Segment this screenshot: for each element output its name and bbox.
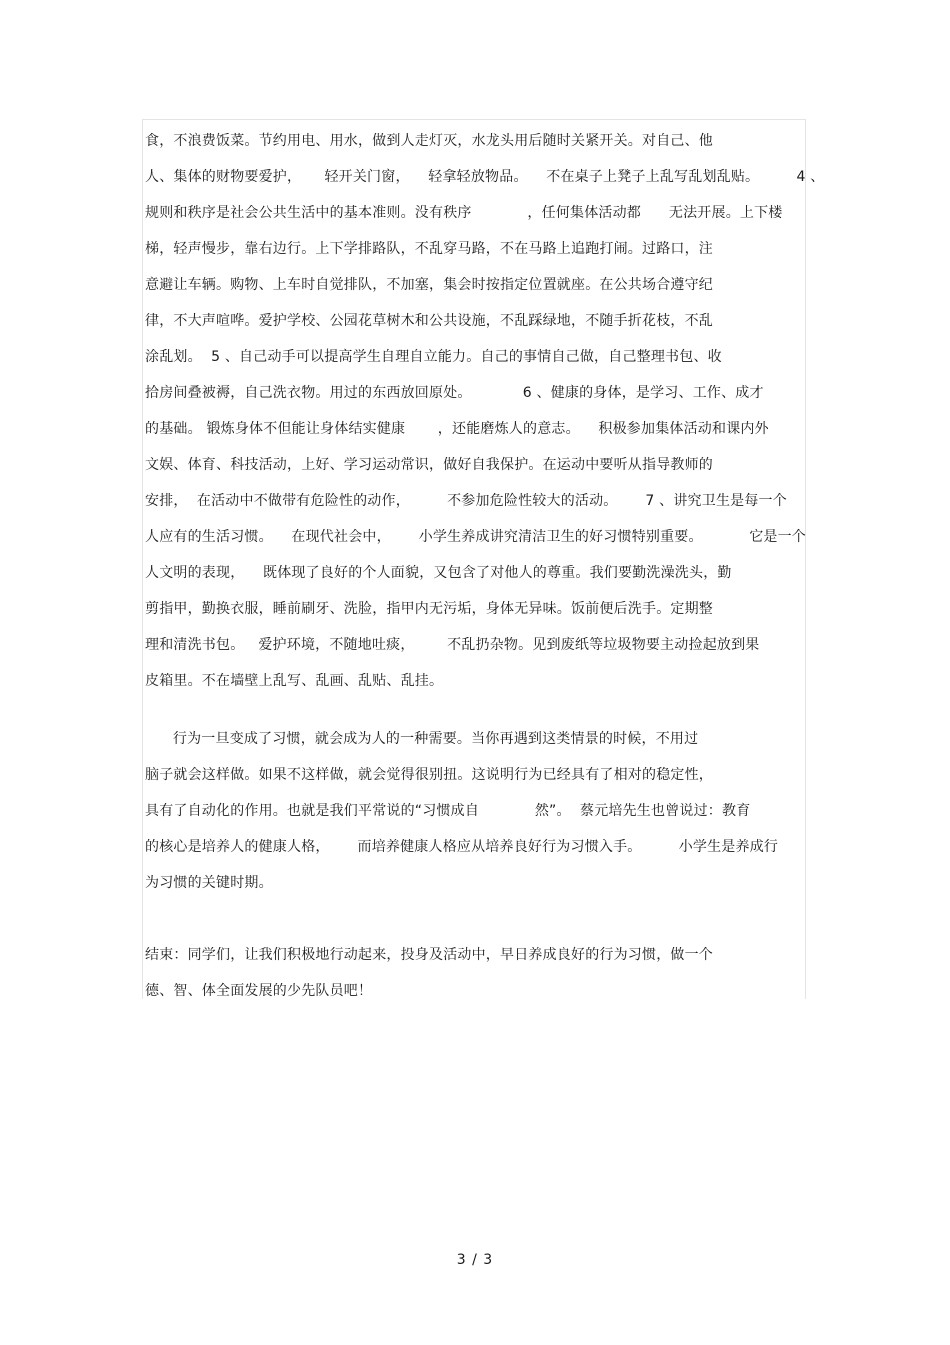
text-line: 人应有的生活习惯。 在现代社会中， 小学生养成讲究清洁卫生的好习惯特别重要。 它是一个	[145, 529, 807, 545]
text-line: 规则和秩序是社会公共生活中的基本准则。没有秩序 ，任何集体活动都 无法开展。上下楼	[145, 205, 783, 221]
text-line: 食，不浪费饭菜。节约用电、用水，做到人走灯灭，水龙头用后随时关紧开关。对自己、他	[145, 133, 713, 149]
text-line: 具有了自动化的作用。也就是我们平常说的“习惯成自 然”。 蔡元培先生也曾说过：教育	[145, 803, 751, 819]
text-line: 的核心是培养人的健康人格， 而培养健康人格应从培养良好行为习惯入手。 小学生是养成行	[145, 839, 779, 855]
text-line: 人、集体的财物要爱护， 轻开关门窗， 轻拿轻放物品。 不在桌子上凳子上乱写乱划乱贴。 4 、	[145, 169, 825, 185]
text-line: 梯，轻声慢步，靠右边行。上下学排路队，不乱穿马路，不在马路上追跑打闹。过路口，注	[145, 241, 713, 257]
text-line: 为习惯的关键时期。	[145, 875, 273, 891]
text-line: 的基础。 锻炼身体不但能让身体结实健康 ，还能磨炼人的意志。 积极参加集体活动和课内外	[145, 421, 769, 437]
text-line: 皮箱里。不在墙壁上乱写、乱画、乱贴、乱挂。	[145, 673, 444, 689]
text-line: 德、智、体全面发展的少先队员吧！	[145, 983, 373, 999]
text-line: 拾房间叠被褥，自己洗衣物。用过的东西放回原处。 6 、健康的身体，是学习、工作、成才	[145, 385, 764, 401]
text-line: 行为一旦变成了习惯，就会成为人的一种需要。当你再遇到这类情景的时候，不用过	[145, 731, 699, 747]
page-number: 3 / 3	[456, 1252, 494, 1268]
text-line: 结束：同学们，让我们积极地行动起来，投身及活动中，早日养成良好的行为习惯，做一个	[145, 947, 713, 963]
text-line: 文娱、体育、科技活动，上好、学习运动常识，做好自我保护。在运动中要听从指导教师的	[145, 457, 713, 473]
text-line: 人文明的表现， 既体现了良好的个人面貌，又包含了对他人的尊重。我们要勤洗澡洗头，勤	[145, 565, 732, 581]
text-line: 安排， 在活动中不做带有危险性的动作， 不参加危险性较大的活动。 7 、讲究卫生是每一个	[145, 493, 787, 509]
text-line: 意避让车辆。购物、上车时自觉排队，不加塞，集会时按指定位置就座。在公共场合遵守纪	[145, 277, 713, 293]
text-line: 剪指甲，勤换衣服，睡前刷牙、洗脸，指甲内无污垢，身体无异味。饭前便后洗手。定期整	[145, 601, 713, 617]
text-line: 涂乱划。 5 、自己动手可以提高学生自理自立能力。自己的事情自己做，自己整理书包、收	[145, 349, 722, 365]
text-line: 理和清洗书包。 爱护环境，不随地吐痰， 不乱扔杂物。见到废纸等垃圾物要主动捡起放到果	[145, 637, 760, 653]
text-line: 律，不大声喧哗。爱护学校、公园花草树木和公共设施，不乱踩绿地，不随手折花枝，不乱	[145, 313, 713, 329]
text-line: 脑子就会这样做。如果不这样做，就会觉得很别扭。这说明行为已经具有了相对的稳定性，	[145, 767, 713, 783]
